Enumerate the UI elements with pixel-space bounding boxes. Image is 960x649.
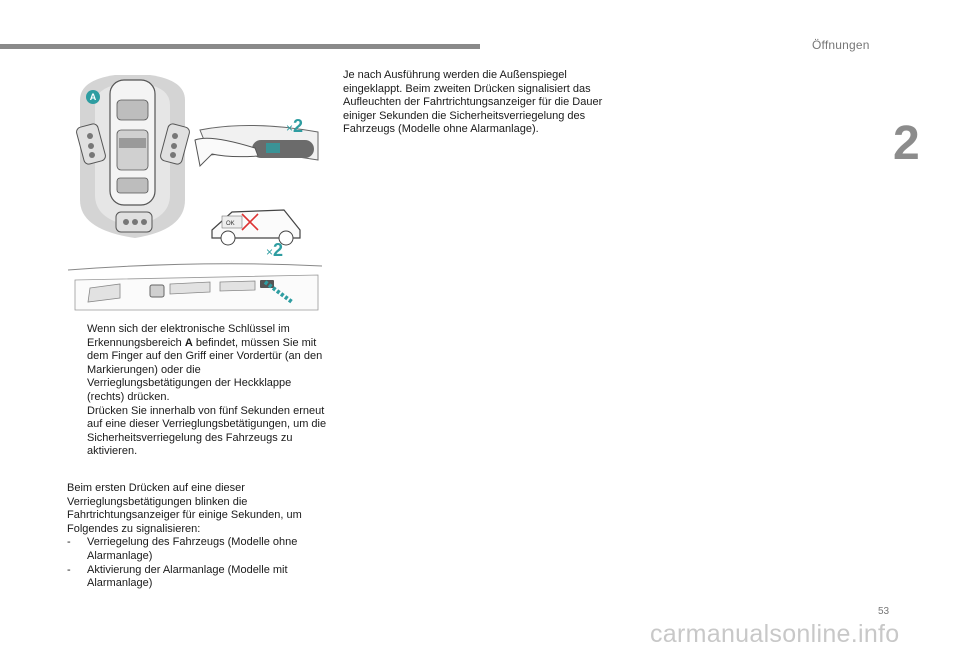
car-side-locked-icon [212, 210, 300, 245]
section-title: Öffnungen [812, 38, 870, 52]
tailgate-lock-button-illustration [68, 264, 322, 310]
list-item: - Aktivierung der Alarmanlage (Modelle mit Alarmanlage) [67, 563, 288, 590]
tailgate-camera-icon [150, 285, 164, 297]
right-column-text: Je nach Ausführung werden die Außenspiegel eingeklappt. Beim zweiten Drücken signalisiert das Aufleuchten der Fahrtrichtungsanzeiger für die Dauer einiger Sekunden die Sicherheitsverriegelung des Fahrzeugs (Modelle ohne Alarmanlage). [343, 69, 603, 136]
locking-illustration [60, 70, 335, 320]
car-ok-label: OK [226, 221, 235, 227]
zone-a-badge: A [86, 90, 100, 104]
instruction-list [67, 323, 327, 459]
car-top-view-diagram [60, 70, 335, 320]
instruction-item: Wenn sich der elektronische Schlüssel im Erkennungsbereich A befindet, müssen Sie mit dem Finger auf den Griff einer Vordertür (an den Markierungen) oder die Verrieglungsbetätigungen der Heckklappe (rechts) drücken. [87, 323, 323, 403]
watermark: carmanualsonline.info [650, 620, 900, 648]
key-fob-bottom-icon [116, 212, 152, 232]
list-item: - Verriegelung des Fahrzeugs (Modelle ohne Alarmanlage) [67, 536, 298, 562]
explanation-paragraph [67, 482, 327, 591]
press-count-bottom: ×2 [266, 240, 284, 260]
explanation-intro: Beim ersten Drücken auf eine dieser Verrieglungsbetätigungen blinken die Fahrtrichtungsanzeiger für einige Sekunden, um Folgendes zu signalisieren: [67, 482, 302, 535]
page-number: 53 [878, 606, 890, 617]
header-rule [0, 44, 480, 49]
chapter-number: 2 [893, 117, 920, 170]
instruction-item: Drücken Sie innerhalb von fünf Sekunden erneut auf eine dieser Verrieglungsbetätigungen, um die Sicherheitsverriegelung des Fahrzeugs zu aktivieren. [87, 404, 327, 458]
press-count-top: ×2 [286, 116, 304, 136]
